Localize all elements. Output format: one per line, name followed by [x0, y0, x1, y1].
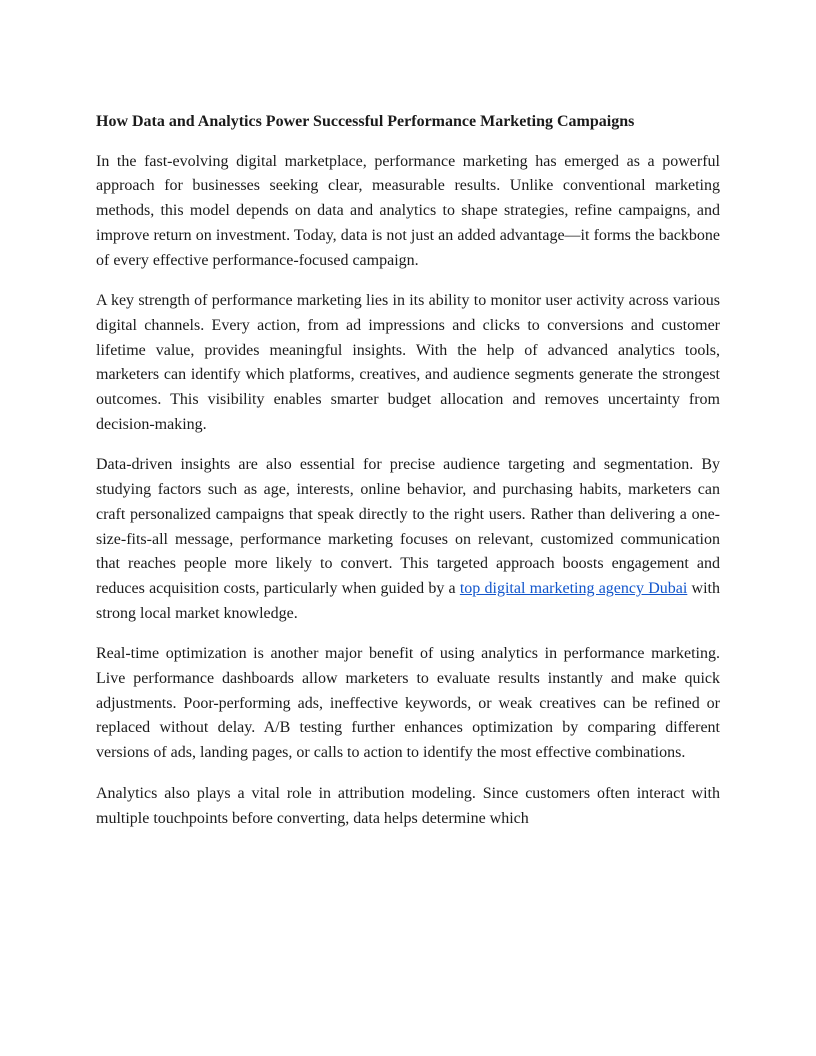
- paragraph-intro: In the fast-evolving digital marketplace, performance marketing has emerged as a powerful approach for businesses seeking clear, measurable results. Unlike conventional marketing methods, this model depends on data and analytics to shape strategies, refine campaigns, and improve return on investment. Today, data is not just an added advantage—it forms the backbone of every effective performance-focused campaign.: [96, 152, 720, 269]
- paragraph-optimization: Real-time optimization is another major benefit of using analytics in performance marketing. Live performance dashboards allow marketers to evaluate results instantly and make quick adjustments. Poor-performing ads, ineffective keywords, or weak creatives can be refined or replaced without delay. A/B testing further enhances optimization by comparing different versions of ads, landing pages, or calls to action to identify the most effective combinations.: [96, 645, 720, 762]
- paragraph-tracking: A key strength of performance marketing lies in its ability to monitor user activity across various digital channels. Every action, from ad impressions and clicks to conversions and customer lifetime value, provides meaningful insights. With the help of advanced analytics tools, marketers can identify which platforms, creatives, and audience segments generate the strongest outcomes. This visibility enables smarter budget allocation and removes uncertainty from decision-making.: [96, 292, 720, 433]
- document-page: [96, 110, 720, 847]
- paragraph-targeting-text: Data-driven insights are also essential for precise audience targeting and segmentation. By studying factors such as age, interests, online behavior, and purchasing habits, marketers can craft personalized campaigns that speak directly to the right users. Rather than delivering a one-size-fits-all message, performance marketing focuses on relevant, customized communication that reaches people more likely to convert. This targeted approach boosts engagement and reduces acquisition costs, particularly when guided by a: [96, 456, 720, 597]
- paragraph-targeting: [96, 453, 720, 626]
- paragraph-attribution: Analytics also plays a vital role in attribution modeling. Since customers often interact with multiple touchpoints before converting, data helps determine which: [96, 784, 720, 827]
- paragraph-targeting-tail: with strong local market knowledge.: [96, 579, 720, 622]
- document-title: How Data and Analytics Power Successful Performance Marketing Campaigns: [96, 113, 635, 130]
- agency-link[interactable]: top digital marketing agency Dubai: [459, 579, 688, 597]
